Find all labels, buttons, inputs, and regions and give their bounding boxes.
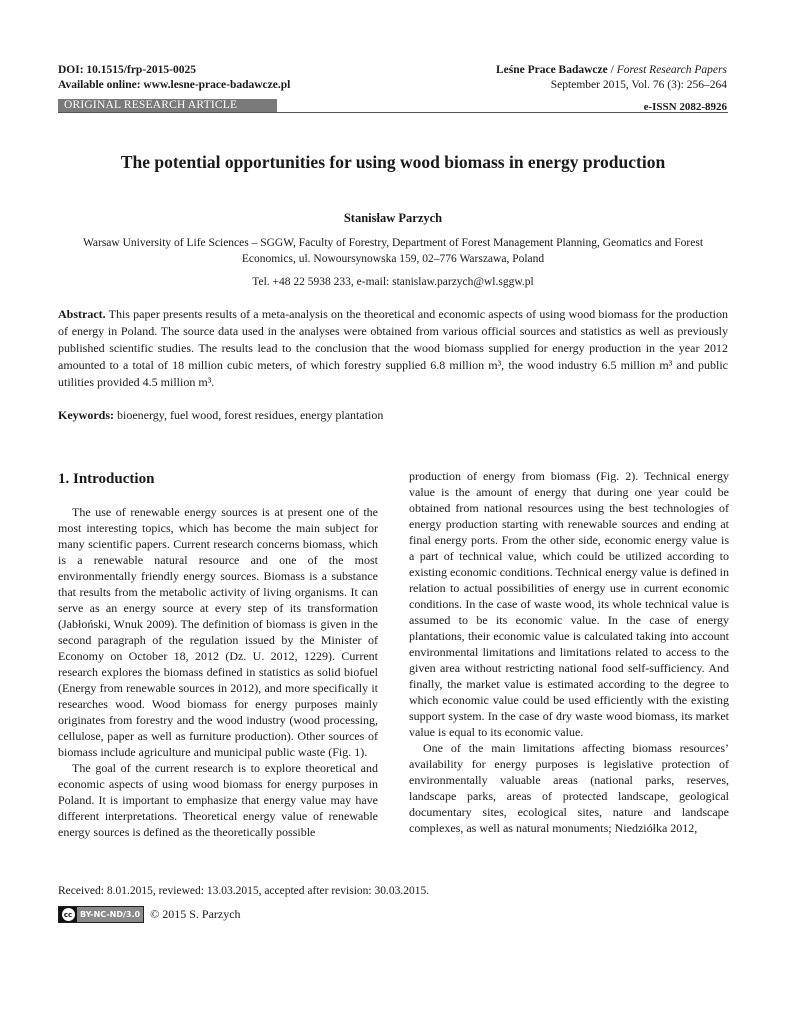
cc-logo-icon: cc <box>59 907 77 922</box>
right-column <box>409 468 729 836</box>
received-dates: Received: 8.01.2015, reviewed: 13.03.2015, accepted after revision: 30.03.2015. <box>58 885 430 897</box>
keywords <box>58 408 728 423</box>
journal-name-pl: Leśne Prace Badawcze <box>495 64 608 76</box>
abstract-text: This paper presents results of a meta-analysis on the theoretical and economic aspects of using wood biomass for the production of energy in Poland. The source data used in the analyses were obtained from various official sources and statistics as well as previously published scientific studies. The results lead to the conclusion that the wood biomass supplied for energy production in the year 2012 amounted to a total of 18 million cubic meters, of which forestry supplied 6.8 million m³, the wood industry 6.5 million m³ and public utilities provided 4.5 million m³. <box>58 307 728 389</box>
contact-info: Tel. +48 22 5938 233, e-mail: stanislaw.parzych@wl.sggw.pl <box>252 276 534 288</box>
header-right <box>496 63 727 93</box>
header-rule <box>58 112 728 113</box>
section-heading-introduction: 1. Introduction <box>58 471 155 487</box>
left-column <box>58 468 378 840</box>
keywords-label: Keywords: <box>58 408 114 422</box>
journal-separator: / <box>607 64 617 76</box>
paragraph: One of the main limitations affecting biomass resources’ availability for energy purposes is legislative protection of environmentally valuable areas (national parks, reserves, landscape parks, areas of protected landscape, geological documentary sites, ecological sites, nature and landscape complexes, as well as natural monuments; Niedziółka 2012, <box>409 741 729 835</box>
affiliation-line-2: Economics, ul. Nowoursynowska 159, 02–776 Warszawa, Poland <box>241 253 545 265</box>
paragraph: production of energy from biomass (Fig. 2). Technical energy value is the amount of energy that during one year could be obtained from national resources using the best technologies of energy production starting with renewable sources and ending at final energy ports. From the other side, economic energy value is a part of technical value, which could be utilized according to existing economic conditions. Technical energy value is defined in relation to actual possibilities of energy use in current economic conditions. In the case of waste wood, its whole technical value is assumed to be its economic value. In the case of energy plantations, their economic value is calculated taking into account environmental limitations and limitations related to access to the given area without restricting national food self-sufficiency. And finally, the market value is estimated according to the degree to which economic value could be used efficiently with the existing support system. In the case of dry waste wood biomass, its market value is equal to its economic value. <box>409 469 729 739</box>
copyright: © 2015 S. Parzych <box>150 907 241 921</box>
abstract-label: Abstract. <box>58 307 106 321</box>
cc-license-badge[interactable] <box>58 906 144 923</box>
keywords-text: bioenergy, fuel wood, forest residues, energy plantation <box>114 408 384 422</box>
license-label: BY-NC-ND/3.0 <box>77 907 143 922</box>
paragraph: The use of renewable energy sources is at present one of the most interesting topics, which has become the main subject for many scientific papers. Current research concerns biomass, which is a renewable natural resource and one of the most environmentally friendly energy sources. Biomass is a substance that results from the metabolic activity of living organisms. It can serve as an energy source at every step of its transformation (Jabłoński, Wnuk 2009). The definition of biomass is given in the second paragraph of the regulation issued by the Minister of Economy on October 18, 2012 (Dz. U. 2012, 1229). Current research explores the biomass defined in statistics as solid biofuel (Energy from renewable sources in 2012), and more specifically it researches wood. Wood biomass for energy purposes mainly originates from forestry and the wood industry (wood processing, cellulose, paper as well as furniture production). Other sources of biomass include agriculture and municipal public waste (Fig. 1). <box>58 505 378 759</box>
header-left <box>58 63 290 93</box>
issue-info: September 2015, Vol. 76 (3): 256–264 <box>550 79 727 91</box>
license-line <box>58 906 241 923</box>
available-online: Available online: www.lesne-prace-badawcze.pl <box>58 79 291 91</box>
affiliation-line-1: Warsaw University of Life Sciences – SGGW, Faculty of Forestry, Department of Forest Management Planning, Geomatics and Forest <box>82 237 704 249</box>
journal-name-en: Forest Research Papers <box>616 64 727 76</box>
article-type-banner: ORIGINAL RESEARCH ARTICLE <box>58 99 277 112</box>
article-title: The potential opportunities for using wood biomass in energy production <box>120 152 666 172</box>
paragraph: The goal of the current research is to explore theoretical and economic aspects of using wood biomass for energy purposes in Poland. It is important to emphasize that energy value may have different interpretations. Theoretical energy value of renewable energy sources is defined as the theoretically possible <box>58 761 378 839</box>
journal-line <box>496 63 727 78</box>
author-name: Stanisław Parzych <box>343 211 443 225</box>
doi: DOI: 10.1515/frp-2015-0025 <box>58 64 196 76</box>
abstract <box>58 306 728 391</box>
eissn: e-ISSN 2082-8926 <box>643 101 727 113</box>
affiliation <box>58 235 728 267</box>
